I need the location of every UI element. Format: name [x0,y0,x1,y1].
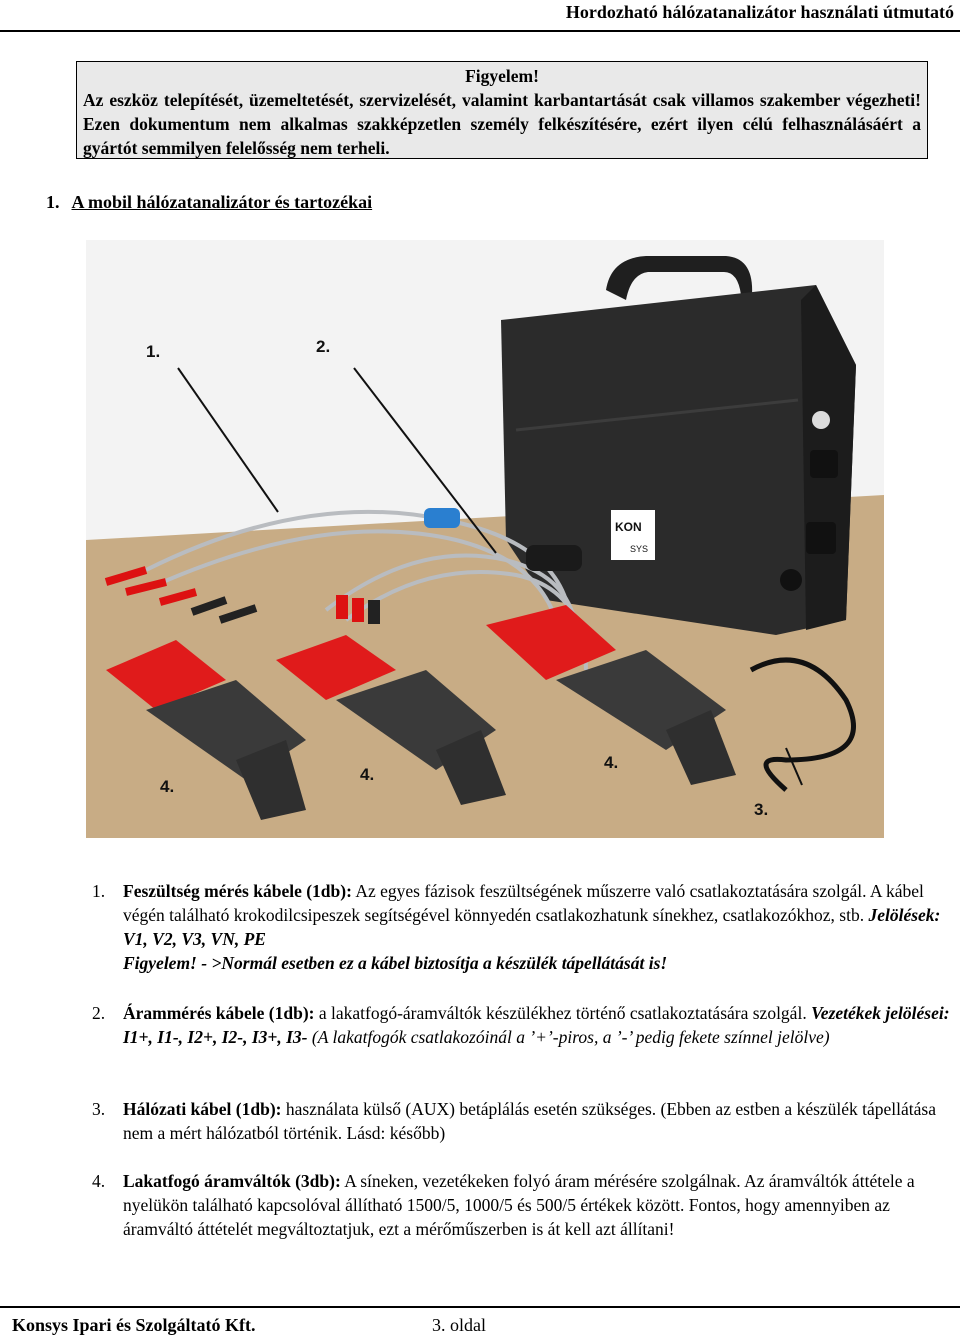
label-clamp-3: 4. [604,753,619,772]
item-note: Figyelem! - >Normál esetben ez a kábel biztosítja a készülék tápellátását is! [123,953,668,973]
item-marking: Vezetékek jelölései: I1+, I1-, I2+, I2-, I3+, I3- [123,1003,950,1047]
label-voltage-cable: 1. [146,342,161,361]
warning-box [76,61,928,159]
section-number: 1. [46,192,60,212]
item-title: Feszültség mérés kábele (1db): [123,881,352,901]
item-text: a lakatfogó-áramváltók készülékhez történő csatlakoztatására szolgál. [314,1003,812,1023]
page-footer [0,1306,960,1337]
current-connector [526,545,582,571]
label-power-cable: 3. [754,800,769,819]
item-number: 4. [92,1171,106,1191]
item-title: Hálózati kábel (1db): [123,1099,282,1119]
label-clamp-2: 4. [360,765,375,784]
warning-title: Figyelem! [465,66,539,86]
section-heading [46,192,372,213]
page-number: 3. oldal [432,1315,486,1335]
warning-text: Az eszköz telepítését, üzemeltetését, szervizelését, valamint karbantartását csak villamos szakember végezheti! Ezen dokumentum nem alkalmas szakképzetlen személy felkészítésére, ezért ilyen célú felhasználásáért a gyártót semmilyen felelősség nem terheli. [83,90,921,158]
item-title: Lakatfogó áramváltók (3db): [123,1171,341,1191]
item-text: Az egyes fázisok feszültségének műszerre való csatlakoztatására szolgál. A kábel végén található krokodilcsipeszek segítségével könnyedén csatlakozhatunk sínekhez, csatlakozókhoz, stb. [123,881,924,925]
label-current-cable: 2. [316,337,331,356]
item-number: 1. [92,881,106,901]
voltage-connector [424,508,460,528]
item-number: 2. [92,1003,106,1023]
label-clamp-1: 4. [160,777,175,796]
item-text: használata külső (AUX) betáplálás esetén szükséges. (Ebben az estben a készülék tápellátása nem a mért hálózatból történik. Lásd: később) [123,1099,937,1143]
item-note: (A lakatfogók csatlakozóinál a ’+’-piros, a ’-’ pedig fekete színnel jelölve) [307,1027,830,1047]
document-title: Hordozható hálózatanalizátor használati útmutató [565,2,954,22]
page-header [0,0,960,32]
case-logo-sub: SYS [630,544,649,554]
product-photo [86,240,884,838]
item-marking: Jelölések: V1, V2, V3, VN, PE [123,905,941,949]
item-text: A síneken, vezetékeken folyó áram mérésére szolgálnak. Az áramváltók áttétele a nyelükön található kapcsolóval állítható 1500/5, 1000/5 és 500/5 értékek között. Fontos, hogy amennyiben az áramváltó áttételét megváltoztatjuk, ezt a mérőműszerben is át kell azt állítani! [123,1171,915,1239]
footer-company: Konsys Ipari és Szolgáltató Kft. [12,1315,256,1335]
product-photo-illustration [86,240,884,838]
case-logo: KON [615,520,642,534]
item-number: 3. [92,1099,106,1119]
section-title: A mobil hálózatanalizátor és tartozékai [71,192,373,212]
item-title: Árammérés kábele (1db): [123,1003,315,1023]
